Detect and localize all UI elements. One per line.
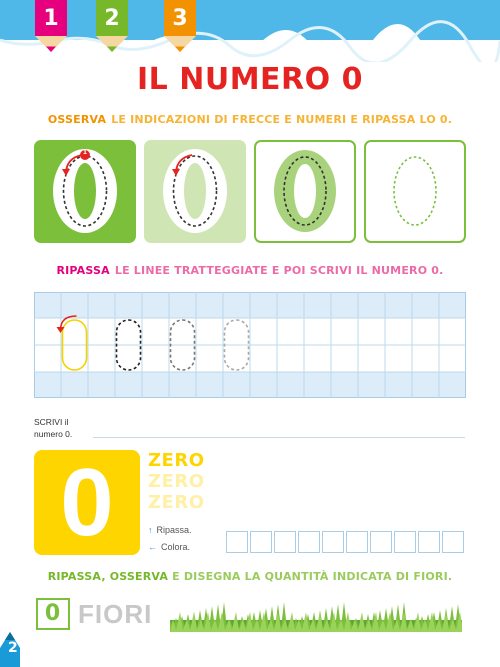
arrow-up-icon: ↑ <box>148 525 153 535</box>
page-number: 2 <box>8 640 18 656</box>
pencil-2-number: 2 <box>104 6 120 31</box>
header-sky-band <box>0 0 500 62</box>
instruction-draw-text: E DISEGNA LA QUANTITÀ INDICATA DI FIORI. <box>172 570 453 583</box>
zero-dotted-icon <box>366 142 464 241</box>
answer-box[interactable] <box>418 531 440 553</box>
quantity-box <box>36 598 70 630</box>
word-zero-trace-1[interactable]: ZERO <box>148 471 205 492</box>
arrow-left-icon: ← <box>148 542 157 552</box>
page-number-pencil-icon <box>0 630 36 667</box>
word-zero-solid: ZERO <box>148 450 205 471</box>
legend-trace <box>148 525 192 535</box>
pencil-1 <box>33 0 69 58</box>
instruction-observe-lead: OSSERVA <box>47 113 107 126</box>
pencil-2 <box>94 0 130 58</box>
instruction-observe-text: LE INDICAZIONI DI FRECCE E NUMERI E RIPASSA LO 0. <box>111 113 453 126</box>
tracing-card-3[interactable] <box>254 140 356 243</box>
answer-box[interactable] <box>298 531 320 553</box>
tracing-card-1-marker: 1 <box>82 149 88 156</box>
instruction-draw <box>0 570 500 583</box>
zero-shaded-dashed-icon <box>256 142 354 241</box>
write-prompt-line1: SCRIVI il <box>34 417 69 427</box>
answer-box[interactable] <box>442 531 464 553</box>
word-zero-trace-2[interactable]: ZERO <box>148 492 205 513</box>
answer-box[interactable] <box>322 531 344 553</box>
instruction-draw-lead: RIPASSA, <box>47 570 106 583</box>
tracing-card-2[interactable] <box>144 140 246 243</box>
answer-box[interactable] <box>274 531 296 553</box>
tracing-card-1[interactable] <box>34 140 136 243</box>
writing-grid[interactable] <box>34 292 466 398</box>
answer-box[interactable] <box>394 531 416 553</box>
write-prompt-line2: numero 0. <box>34 429 73 439</box>
pencil-3-number: 3 <box>172 6 188 31</box>
instruction-trace-text: LE LINEE TRATTEGGIATE E POI SCRIVI IL NUMERO 0. <box>114 264 444 277</box>
answer-box[interactable] <box>370 531 392 553</box>
write-answer-line[interactable] <box>93 437 465 438</box>
zero-outline-arrow-icon <box>144 140 246 243</box>
answer-boxes <box>226 531 464 555</box>
answer-box[interactable] <box>250 531 272 553</box>
legend-color <box>148 542 190 552</box>
write-prompt <box>34 416 94 440</box>
instruction-observe <box>0 113 500 126</box>
page-title: IL NUMERO 0 <box>137 62 363 97</box>
tracing-card-4[interactable] <box>364 140 466 243</box>
answer-box[interactable] <box>226 531 248 553</box>
answer-box[interactable] <box>346 531 368 553</box>
flowers-label: FIORI <box>78 599 153 629</box>
instruction-trace <box>0 264 500 277</box>
legend-trace-label: Ripassa. <box>156 525 192 535</box>
big-zero-box <box>34 450 140 555</box>
legend-color-label: Colora. <box>161 542 191 552</box>
grass-drawing-area[interactable] <box>170 596 462 632</box>
instruction-draw-middle: OSSERVA <box>109 570 169 583</box>
big-zero-digit: 0 <box>60 449 114 556</box>
pencil-1-number: 1 <box>43 6 59 31</box>
instruction-trace-lead: RIPASSA <box>56 264 110 277</box>
pencil-3 <box>162 0 198 58</box>
quantity-number: 0 <box>44 601 61 626</box>
